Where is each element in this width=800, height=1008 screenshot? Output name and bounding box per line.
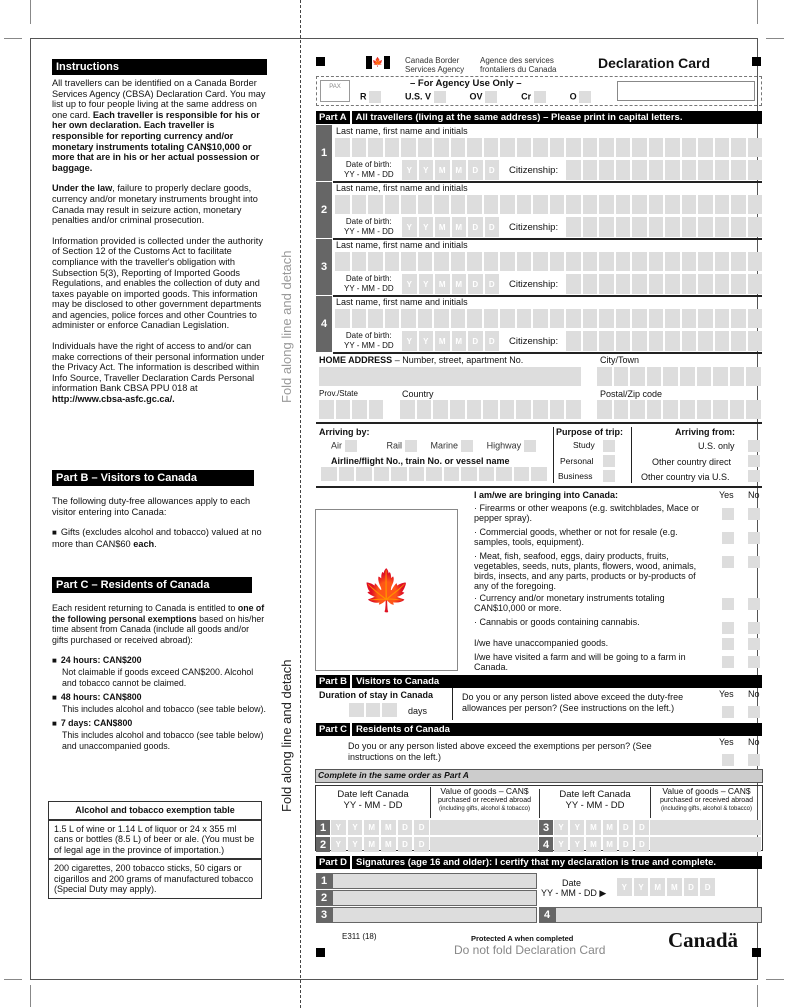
crop-mark: [766, 38, 784, 39]
instructions-p1-bold: Each traveller is responsible for his or her own declaration. Each traveller is responsible for reporting currency and/or monetary instruments totaling CAN$10,000 or more that are in his or her actual possession or baggage.: [52, 109, 260, 173]
duration-input[interactable]: [349, 703, 397, 717]
goods-yes-checkbox[interactable]: [722, 508, 734, 520]
partB-text: The following duty-free allowances apply to each visitor entering into Canada:: [52, 496, 251, 517]
pax-box: PAX: [320, 80, 350, 102]
col-date-left-1: Date left Canada YY - MM - DD: [337, 789, 409, 811]
value-row-num: 1: [316, 820, 330, 835]
purpose-personal: Personal: [560, 456, 594, 466]
traveller-number: 1: [316, 125, 332, 181]
date-left-input[interactable]: Y Y M M D D: [554, 820, 649, 835]
origin-us-only-checkbox[interactable]: [748, 440, 760, 452]
name-label: Last name, first name and initials: [336, 297, 468, 307]
partA-header: [316, 111, 762, 124]
name-label: Last name, first name and initials: [336, 183, 468, 193]
divider: [452, 688, 453, 720]
partC-title: Residents of Canada: [355, 724, 450, 735]
citizenship-input[interactable]: [566, 217, 762, 237]
mode-marine[interactable]: Marine: [431, 440, 473, 452]
value-input[interactable]: [650, 837, 761, 852]
traveller-number: 2: [316, 182, 332, 238]
dob-input[interactable]: Y Y M M D D: [402, 217, 499, 237]
goods-item: · Cannabis or goods containing cannabis.: [474, 617, 640, 627]
crop-mark: [4, 979, 22, 980]
goods-yes-checkbox[interactable]: [722, 622, 734, 634]
crop-mark: [757, 0, 758, 24]
instructions-p2: , failure to properly declare goods, currency and/or monetary instruments brought into Canada may result in seizure action, monetary penalties and/or criminal prosecution.: [52, 183, 258, 226]
postal-label: Postal/Zip code: [600, 389, 663, 399]
agency-codes: [360, 91, 591, 103]
partB-no-checkbox[interactable]: [748, 706, 760, 718]
flight-label: Airline/flight No., train No. or vessel name: [331, 456, 510, 466]
col-date-left-2: Date left Canada YY - MM - DD: [539, 789, 650, 818]
goods-no-checkbox[interactable]: [748, 598, 760, 610]
value-input[interactable]: [650, 820, 761, 835]
partC-no: No: [748, 737, 760, 747]
signature-num-4: 4: [539, 907, 555, 923]
partB-bullet-bold: each: [133, 538, 155, 549]
do-not-fold-label: Do not fold Declaration Card: [454, 943, 606, 957]
partC-text-bold: one of the following personal exemptions: [52, 603, 265, 624]
farm-yes-checkbox[interactable]: [722, 656, 734, 668]
partC-text2: based on his/her time absent from Canada (include all goods and/or gifts purchased or received abroad):: [52, 613, 265, 645]
citizenship-label: Citizenship:: [509, 222, 559, 233]
dob-label: Date of birth: YY - MM - DD: [344, 331, 394, 350]
agency-code-r: R: [360, 91, 381, 103]
goods-item: · Commercial goods, whether or not for resale (e.g. samples, tools, equipment).: [474, 527, 678, 547]
exemption-table-title: Alcohol and tobacco exemption table: [49, 802, 261, 821]
dob-label: Date of birth: YY - MM - DD: [344, 217, 394, 236]
agency-stamp-box: [617, 81, 755, 101]
city-input[interactable]: [597, 367, 761, 386]
exemption-24h-head: ■ 24 hours: CAN$200: [52, 655, 142, 665]
card-title: Declaration Card: [598, 55, 711, 71]
arriving-by-label: Arriving by:: [319, 427, 370, 437]
partC-label: Part C: [316, 723, 352, 736]
fold-label-bottom: Fold along line and detach: [279, 659, 294, 812]
partD-label: Part D: [316, 856, 352, 869]
registration-mark: [316, 57, 325, 66]
divider: [553, 427, 554, 483]
mode-air[interactable]: Air: [331, 440, 357, 452]
purpose-personal-checkbox[interactable]: [603, 455, 615, 467]
instructions-body: [52, 78, 267, 415]
citizenship-input[interactable]: [566, 274, 762, 294]
goods-no-checkbox[interactable]: [748, 622, 760, 634]
exemption-7d-body: This includes alcohol and tobacco (see table below) and unaccompanied goods.: [62, 729, 264, 751]
duration-label: Duration of stay in Canada: [319, 690, 434, 700]
agency-code-o: O: [570, 91, 592, 103]
travel-modes: [331, 440, 536, 452]
farm-label: I/we have visited a farm and will be going to a farm in Canada.: [474, 652, 686, 672]
unaccompanied-no-checkbox[interactable]: [748, 638, 760, 650]
goods-item: · Currency and/or monetary instruments totaling CAN$10,000 or more.: [474, 593, 665, 613]
home-address-input[interactable]: [319, 367, 581, 386]
goods-yes-checkbox[interactable]: [722, 532, 734, 544]
prov-label: Prov./State: [319, 389, 358, 398]
partB-no: No: [748, 689, 760, 699]
country-input[interactable]: [400, 400, 581, 419]
goods-no-checkbox[interactable]: [748, 532, 760, 544]
agency-code-usv: U.S. V: [405, 91, 446, 103]
days-label: days: [408, 706, 428, 716]
partB-title: Visitors to Canada: [355, 676, 440, 687]
value-row-num: 4: [539, 837, 553, 852]
cbsa-url-link[interactable]: http://www.cbsa-asfc.gc.ca/.: [52, 394, 175, 405]
origin-via-us: Other country via U.S.: [641, 472, 730, 482]
unaccompanied-label: I/we have unaccompanied goods.: [474, 638, 609, 648]
partC-text1: Each resident returning to Canada is entitled to: [52, 603, 236, 613]
divider: [631, 427, 632, 483]
citizenship-input[interactable]: [566, 331, 762, 351]
signature-field-3[interactable]: [332, 907, 537, 923]
dob-input[interactable]: Y Y M M D D: [402, 160, 499, 180]
protected-label: Protected A when completed: [471, 934, 574, 943]
instructions-p1: All travellers can be identified on a Canada Border Services Agency (CBSA) Declaration Card. You may list up to four people living at the same address on one card.: [52, 78, 266, 120]
partA-title: All travellers (living at the same address) – Please print in capital letters.: [355, 112, 683, 123]
purpose-study-checkbox[interactable]: [603, 440, 615, 452]
exemption-table-tobacco: 200 cigarettes, 200 tobacco sticks, 50 cigars or cigarillos and 200 grams of manufactured tobacco (Special Duty may apply).: [54, 863, 254, 894]
crop-mark: [30, 0, 31, 24]
yes-header: Yes: [719, 490, 734, 500]
goods-no-checkbox[interactable]: [748, 556, 760, 568]
dob-label: Date of birth: YY - MM - DD: [344, 274, 394, 293]
citizenship-label: Citizenship:: [509, 165, 559, 176]
sig-date-input[interactable]: Y Y M M D D: [617, 878, 715, 896]
crop-mark: [4, 38, 22, 39]
registration-mark: [752, 948, 761, 957]
flight-input[interactable]: [321, 467, 547, 481]
farm-no-checkbox[interactable]: [748, 656, 760, 668]
exemption-48h-body: This includes alcohol and tobacco (see table below).: [62, 703, 266, 714]
divider: [316, 486, 762, 488]
partC-yes: Yes: [719, 737, 734, 747]
registration-mark: [752, 57, 761, 66]
citizenship-label: Citizenship:: [509, 336, 559, 347]
instructions-header: Instructions: [52, 59, 267, 75]
partB-question: Do you or any person listed above exceed the duty-free allowances per person? (See instructions on the left.): [462, 692, 684, 713]
city-label: City/Town: [600, 355, 640, 365]
partB-header: [316, 675, 762, 688]
date-left-input[interactable]: Y Y M M D D: [331, 820, 429, 835]
value-row-num: 2: [316, 837, 330, 852]
purpose-business: Business: [558, 471, 593, 481]
partC-instructions-body: [52, 603, 267, 761]
partA-label: Part A: [316, 111, 352, 124]
exemption-7d-head: ■ 7 days: CAN$800: [52, 718, 132, 728]
agency-code-ov: OV: [470, 91, 498, 103]
crop-mark: [757, 985, 758, 1007]
name-input[interactable]: [335, 195, 762, 214]
mode-highway[interactable]: Highway: [487, 440, 536, 452]
same-order-banner: Complete in the same order as Part A: [315, 769, 763, 783]
instructions-p3: Information provided is collected under the authority of Section 12 of the Customs Act to facilitate compliance with the traveller's obligation with Subsection 5(3), Reporting of Imported Goods Regulations, and enables the collection of duty and taxes payable on imported goods. This information may be disclosed to other government departments and agencies, police forces and other Countries to administer or enforce Canadian Legislation.: [52, 235, 263, 331]
postal-input[interactable]: [597, 400, 761, 419]
home-address-label: HOME ADDRESS – Number, street, apartment No.: [319, 355, 524, 365]
purpose-study: Study: [573, 440, 595, 450]
sig-date-label: Date: [562, 878, 582, 888]
partB-bullet: Gifts (excludes alcohol and tobacco) valued at no more than CAN$60: [52, 527, 262, 549]
fold-line: [300, 0, 301, 1008]
form-number: E311 (18): [342, 932, 377, 941]
agency-name-en: Canada Border Services Agency: [405, 56, 465, 74]
dob-label: Date of birth: YY - MM - DD: [344, 160, 394, 179]
origin-other-direct-checkbox[interactable]: [748, 455, 760, 467]
partB-yes: Yes: [719, 689, 734, 699]
origin-us-only: U.S. only: [698, 441, 735, 451]
value-input[interactable]: [430, 820, 538, 835]
name-label: Last name, first name and initials: [336, 126, 468, 136]
value-input[interactable]: [430, 837, 538, 852]
purpose-business-checkbox[interactable]: [603, 470, 615, 482]
photo-box: 🍁: [315, 509, 458, 671]
name-label: Last name, first name and initials: [336, 240, 468, 250]
canada-wordmark: Canadä: [668, 928, 739, 952]
crop-mark: [30, 985, 31, 1007]
sig-date-format: YY - MM - DD ▶: [541, 888, 607, 898]
goods-item: · Meat, fish, seafood, eggs, dairy products, fruits, vegetables, seeds, nuts, plants, flowers, wood, animals, birds, insects, and any parts, products or by-products of any of the foregoing.: [474, 551, 697, 591]
agency-code-cr: Cr: [521, 91, 546, 103]
origin-via-us-checkbox[interactable]: [748, 470, 760, 482]
purpose-label: Purpose of trip:: [556, 427, 623, 437]
arriving-from-label: Arriving from:: [675, 427, 736, 437]
signature-field-1[interactable]: [332, 873, 537, 889]
col-value-2: Value of goods – CAN$ purchased or received abroad (including gifts, alcohol & tobacco): [650, 787, 762, 818]
name-input[interactable]: [335, 309, 762, 328]
goods-yes-checkbox[interactable]: [722, 556, 734, 568]
citizenship-input[interactable]: [566, 160, 762, 180]
exemption-table-alcohol: 1.5 L of wine or 1.14 L of liquor or 24 x 355 ml cans or bottles (8.5 L) of beer or ale. (You must be of legal age in the province of importation.): [49, 821, 261, 861]
dob-input[interactable]: Y Y M M D D: [402, 331, 499, 351]
instructions-p2-bold: Under the law: [52, 183, 113, 194]
col-value-1: Value of goods – CAN$ purchased or received abroad (including gifts, alcohol & tobacco): [430, 787, 538, 818]
signature-num-2: 2: [316, 890, 332, 906]
partB-instructions-body: The following duty-free allowances apply to each visitor entering into Canada: ■ Gifts (excludes alcohol and tobacco) valued at no more than CAN$60 each.: [52, 496, 267, 559]
signature-field-2[interactable]: [332, 890, 537, 906]
citizenship-label: Citizenship:: [509, 279, 559, 290]
partC-yes-checkbox[interactable]: [722, 754, 734, 766]
date-left-input[interactable]: Y Y M M D D: [331, 837, 429, 852]
unaccompanied-yes-checkbox[interactable]: [722, 638, 734, 650]
bringing-label: I am/we are bringing into Canada:: [474, 490, 619, 500]
partC-instructions-header: Part C – Residents of Canada: [52, 577, 252, 593]
country-label: Country: [402, 389, 434, 399]
partB-label: Part B: [316, 675, 352, 688]
exemption-24h-body: Not claimable if goods exceed CAN$200. Alcohol and tobacco cannot be claimed.: [62, 666, 254, 688]
partC-no-checkbox[interactable]: [748, 754, 760, 766]
crop-mark: [766, 979, 784, 980]
exemption-48h-head: ■ 48 hours: CAN$800: [52, 692, 142, 702]
partC-question: Do you or any person listed above exceed the exemptions per person? (See instructions on the left.): [348, 741, 652, 762]
traveller-number: 3: [316, 239, 332, 295]
date-left-input[interactable]: Y Y M M D D: [554, 837, 649, 852]
signature-num-3: 3: [316, 907, 332, 923]
goods-item: · Firearms or other weapons (e.g. switchblades, Mace or pepper spray).: [474, 503, 700, 523]
signature-field-4[interactable]: [555, 907, 762, 923]
registration-mark: [316, 948, 325, 957]
partB-yes-checkbox[interactable]: [722, 706, 734, 718]
name-input[interactable]: [335, 252, 762, 271]
dob-input[interactable]: Y Y M M D D: [402, 274, 499, 294]
partB-instructions-header: Part B – Visitors to Canada: [52, 470, 254, 486]
mode-rail[interactable]: Rail: [387, 440, 417, 452]
no-header: No: [748, 490, 760, 500]
agency-name-fr: Agence des services frontaliers du Canada: [480, 56, 557, 74]
signature-num-1: 1: [316, 873, 332, 889]
value-row-num: 3: [539, 820, 553, 835]
name-input[interactable]: [335, 138, 762, 157]
divider: [333, 352, 762, 354]
partD-header: [316, 856, 762, 869]
partD-title: Signatures (age 16 and older): I certify that my declaration is true and complete.: [355, 857, 717, 868]
prov-input[interactable]: [319, 400, 383, 419]
instructions-p4: Individuals have the right of access to and/or can make corrections of their personal information under the Privacy Act. The information is described within Info Source, Traveller Declaration Cards Personal information Bank CBSA PPU 018 at: [52, 341, 265, 394]
canada-flag-icon: 🍁: [366, 56, 390, 69]
agency-use-label: – For Agency Use Only –: [410, 78, 522, 89]
goods-no-checkbox[interactable]: [748, 508, 760, 520]
origin-other-direct: Other country direct: [652, 457, 732, 467]
fold-label-top: Fold along line and detach: [279, 250, 294, 403]
divider: [316, 422, 762, 424]
goods-yes-checkbox[interactable]: [722, 598, 734, 610]
exemption-table: [48, 801, 262, 899]
partC-header: [316, 723, 762, 736]
traveller-number: 4: [316, 296, 332, 352]
